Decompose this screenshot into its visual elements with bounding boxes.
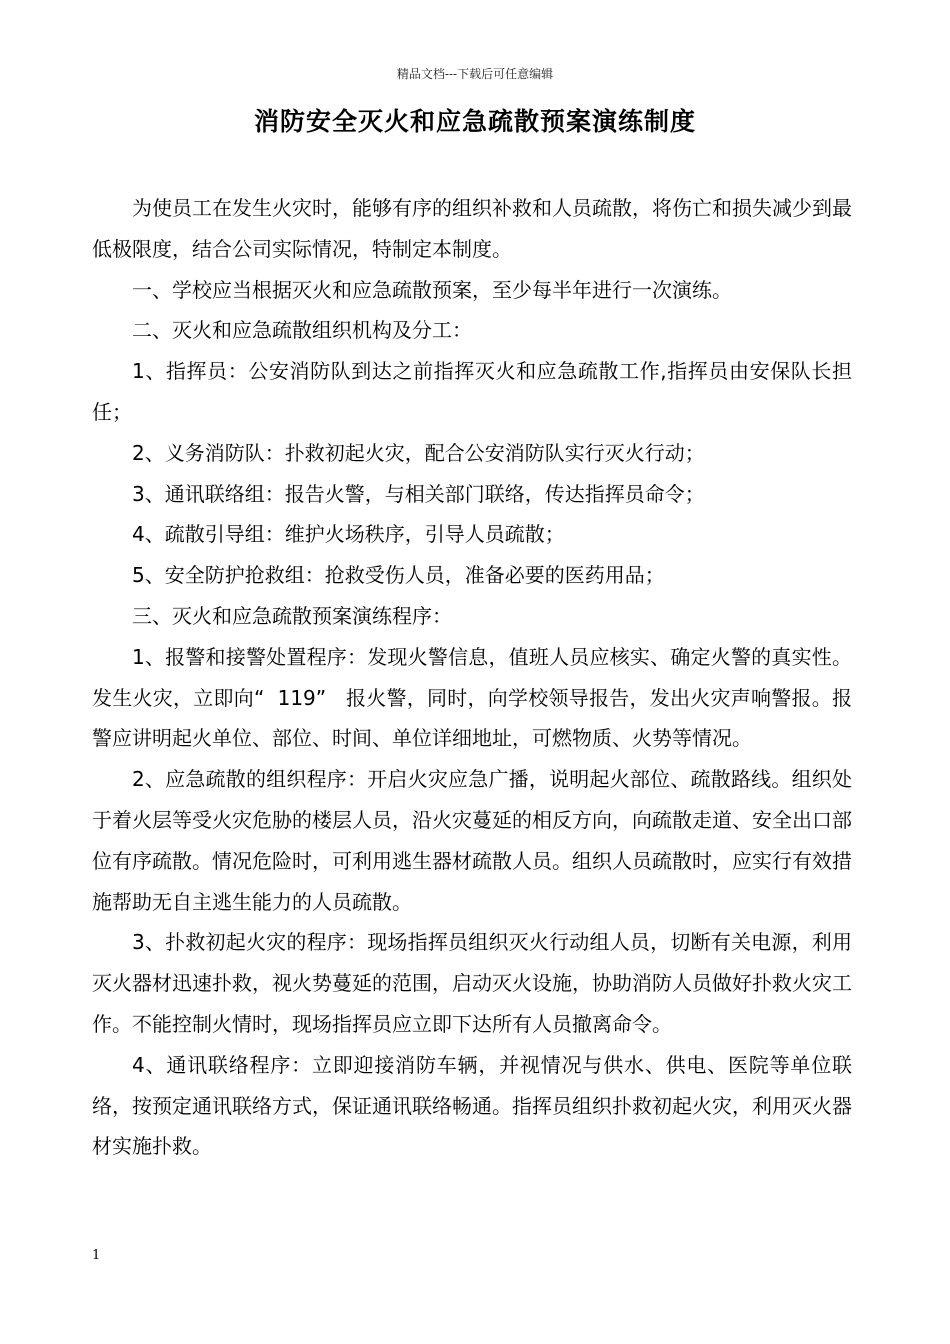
paragraph-section-2-heading: 二、灭火和应急疏散组织机构及分工： <box>132 318 472 343</box>
paragraph-role-commander: 1、指挥员：公安消防队到达之前指挥灭火和应急疏散工作,指挥员由安保队长担任； <box>92 359 852 424</box>
paragraph-role-evacuation-guide: 4、疏散引导组：维护火场秩序，引导人员疏散； <box>132 522 565 547</box>
document-body <box>92 188 852 1167</box>
paragraph-section-1: 一、学校应当根据灭火和应急疏散预案，至少每半年进行一次演练。 <box>132 277 732 302</box>
paragraph-role-communication: 3、通讯联络组：报告火警，与相关部门联络，传达指挥员命令； <box>132 481 705 506</box>
paragraph-intro: 为使员工在发生火灾时，能够有序的组织补救和人员疏散，将伤亡和损失减少到最低极限度，结合公司实际情况，特制定本制度。 <box>92 196 852 261</box>
document-title: 消防安全灭火和应急疏散预案演练制度 <box>253 107 696 136</box>
paragraph-procedure-alarm: 1、报警和接警处置程序：发现火警信息，值班人员应核实、确定火警的真实性。发生火灾，立即向“ 119” 报火警，同时，向学校领导报告，发出火灾声响警报。报警应讲明起火单位、部位、时间、单位详细地址，可燃物质、火势等情况。 <box>92 644 852 751</box>
paragraph-procedure-evacuation: 2、应急疏散的组织程序：开启火灾应急广播，说明起火部位、疏散路线。组织处于着火层等受火灾危胁的楼层人员，沿火灾蔓延的相反方向，向疏散走道、安全出口部位有序疏散。情况危险时，可利用逃生器材疏散人员。组织人员疏散时，应实行有效措施帮助无自主逃生能力的人员疏散。 <box>92 767 852 914</box>
page-number: 1 <box>92 1248 101 1263</box>
paragraph-role-fire-brigade: 2、义务消防队：扑救初起火灾，配合公安消防队实行灭火行动； <box>132 440 705 465</box>
paragraph-procedure-communication: 4、通讯联络程序：立即迎接消防车辆，并视情况与供水、供电、医院等单位联络，按预定通讯联络方式，保证通讯联络畅通。指挥员组织扑救初起火灾，利用灭火器材实施扑救。 <box>92 1052 852 1159</box>
paragraph-procedure-firefighting: 3、扑救初起火灾的程序：现场指挥员组织灭火行动组人员，切断有关电源，利用灭火器材迅速扑救，视火势蔓延的范围，启动灭火设施，协助消防人员做好扑救火灾工作。不能控制火情时，现场指挥员应立即下达所有人员撤离命令。 <box>92 930 852 1036</box>
paragraph-section-3-heading: 三、灭火和应急疏散预案演练程序： <box>132 603 452 628</box>
paragraph-role-rescue: 5、安全防护抢救组：抢救受伤人员，准备必要的医药用品； <box>132 563 665 588</box>
page-header: 精品文档---下载后可任意编辑 <box>396 67 554 81</box>
